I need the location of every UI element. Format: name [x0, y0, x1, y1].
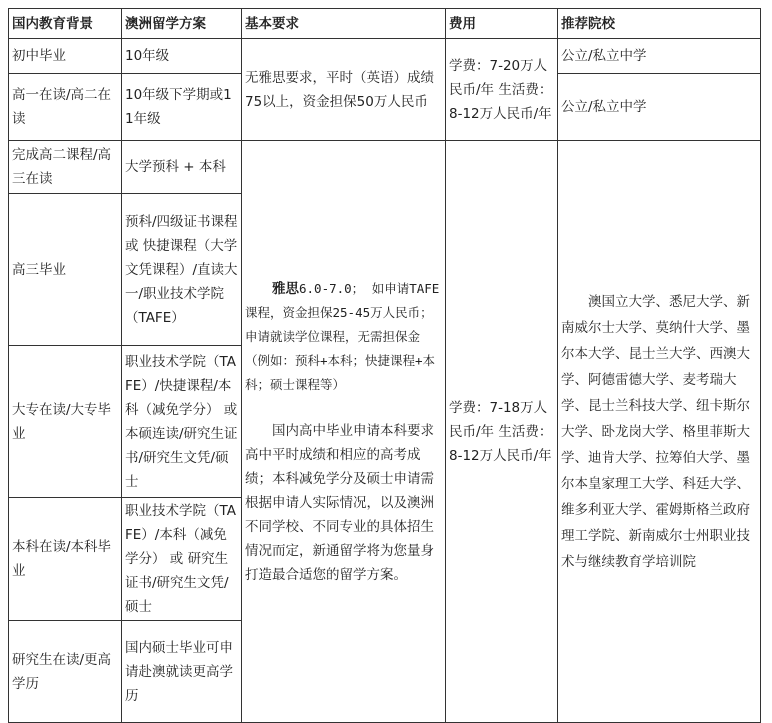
ielts-label: 雅思	[272, 280, 299, 297]
background-cell: 本科在读/本科毕业	[9, 498, 122, 621]
table-row	[9, 141, 761, 194]
table-row	[9, 39, 761, 74]
header-fees: 费用	[446, 9, 558, 39]
school-cell: 公立/私立中学	[558, 39, 761, 74]
requirements-ielts	[245, 277, 442, 397]
background-cell: 研究生在读/更高学历	[9, 621, 122, 723]
study-plan-table	[8, 8, 761, 723]
background-cell: 高一在读/高二在读	[9, 74, 122, 141]
plan-cell: 大学预科 + 本科	[122, 141, 242, 194]
school-cell: 公立/私立中学	[558, 74, 761, 141]
requirements-admission: 国内高中毕业申请本科要求高中平时成绩和相应的高考成绩；本科减免学分及硕士申请需根据申请人实际情况，以及澳洲不同学校、不同专业的具体招生情况而定，新通留学将为您量身打造最合适您的留学方案。	[245, 422, 434, 583]
background-cell: 高三毕业	[9, 194, 122, 346]
requirements-junior: 无雅思要求，平时（英语）成绩75以上，资金担保50万人民币	[242, 39, 446, 141]
background-cell: 初中毕业	[9, 39, 122, 74]
header-schools: 推荐院校	[558, 9, 761, 39]
plan-cell: 10年级下学期或11年级	[122, 74, 242, 141]
header-row	[9, 9, 761, 39]
header-requirements: 基本要求	[242, 9, 446, 39]
plan-cell: 职业技术学院（TAFE）/快捷课程/本科（减免学分） 或 本硕连读/研究生证书/研究生文凭/硕士	[122, 346, 242, 498]
plan-cell: 国内硕士毕业可申请赴澳就读更高学历	[122, 621, 242, 723]
fees-senior: 学费：7-18万人民币/年 生活费：8-12万人民币/年	[446, 141, 558, 723]
recommended-universities: 澳国立大学、悉尼大学、新南威尔士大学、莫纳什大学、墨尔本大学、昆士兰大学、西澳大学、阿德雷德大学、麦考瑞大学、昆士兰科技大学、纽卡斯尔大学、卧龙岗大学、格里菲斯大学、迪肯大学、拉筹伯大学、墨尔本皇家理工大学、科廷大学、维多利亚大学、霍姆斯格兰政府理工学院、新南威尔士州职业技术与继续教育学培训院	[558, 141, 761, 723]
header-background: 国内教育背景	[9, 9, 122, 39]
plan-cell: 10年级	[122, 39, 242, 74]
plan-cell: 预科/四级证书课程 或 快捷课程（大学文凭课程）/直读大一/职业技术学院（TAFE）	[122, 194, 242, 346]
plan-cell: 职业技术学院（TAFE）/本科（减免学分） 或 研究生证书/研究生文凭/硕士	[122, 498, 242, 621]
fees-junior: 学费：7-20万人民币/年 生活费：8-12万人民币/年	[446, 39, 558, 141]
header-plan: 澳洲留学方案	[122, 9, 242, 39]
background-cell: 完成高二课程/高三在读	[9, 141, 122, 194]
requirements-senior	[242, 141, 446, 723]
ielts-detail: 6.0-7.0； 如申请TAFE课程，资金担保25-45万人民币； 申请就读学位课程，无需担保金（例如：预科+本科；快捷课程+本科；硕士课程等）	[245, 280, 440, 392]
background-cell: 大专在读/大专毕业	[9, 346, 122, 498]
